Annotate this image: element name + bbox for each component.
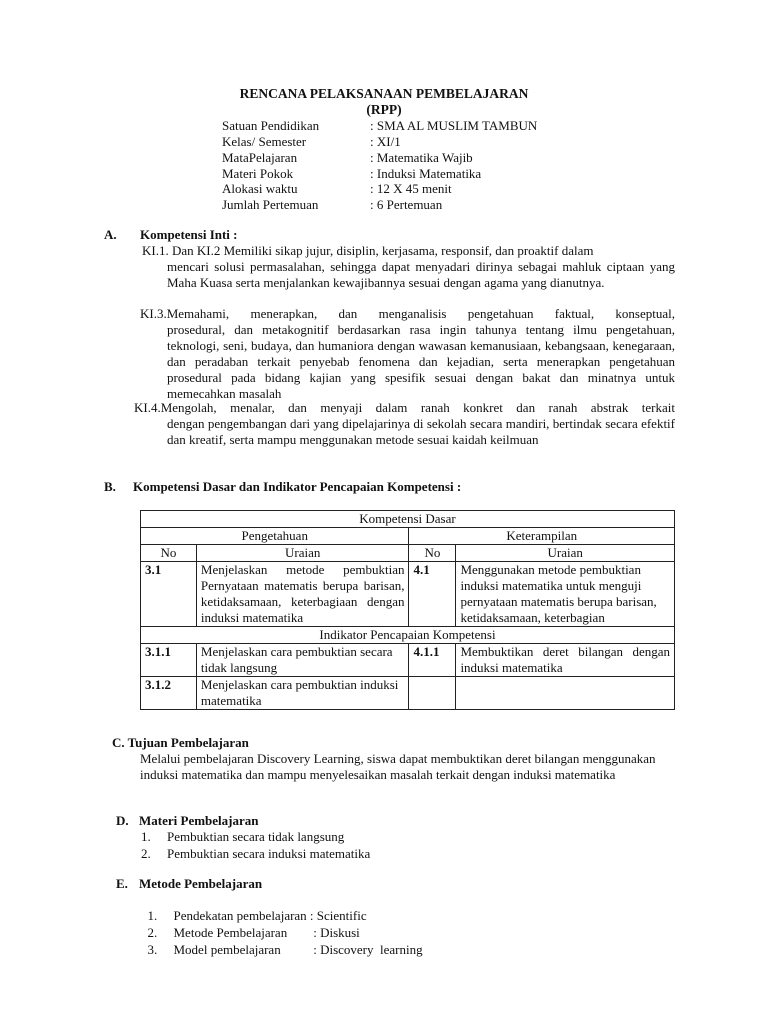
kd-number: 4.1 (409, 562, 456, 627)
identity-label: Kelas/ Semester (222, 134, 307, 149)
ki1-text: mencari solusi permasalahan, sehingga dapat menyadari dirinya sebagai mahluk ciptaan yang Maha Kuasa serta menjalankan kewajibannya sesuai dengan agama yang dianutnya. (167, 259, 675, 290)
list-number: 1. (141, 829, 151, 844)
header-uraian: Uraian (456, 545, 675, 562)
table-row (141, 644, 675, 677)
section-e-title: Metode Pembelajaran (139, 876, 263, 891)
ipk-description: Menjelaskan cara pembuktian induksi matematika (196, 677, 409, 710)
empty-cell (409, 677, 456, 710)
kd-description: Menjelaskan metode pembuktian Pernyataan matematis berupa barisan, ketidaksamaan, keterbagiaan dengan induksi matematika (196, 562, 409, 627)
ipk-description: Membuktikan deret bilangan dengan induksi matematika (456, 644, 675, 677)
kd-description: Menggunakan metode pembuktian induksi matematika untuk menguji pernyataan matematis berupa barisan, ketidaksamaan, keterbagian (456, 562, 675, 627)
section-a-title: Kompetensi Inti : (140, 227, 238, 242)
section-a-letter: A. (104, 227, 117, 242)
identity-label: Alokasi waktu (222, 181, 298, 196)
ipk-number: 3.1.1 (141, 644, 197, 677)
col-pengetahuan: Pengetahuan (141, 528, 409, 545)
identity-label: Jumlah Pertemuan (222, 197, 319, 212)
kompetensi-dasar-table (140, 510, 675, 710)
ki4-line1: KI.4.Mengolah, menalar, dan menyaji dalam ranah konkret dan ranah abstrak terkait (134, 400, 675, 415)
document-title: RENCANA PELAKSANAAN PEMBELAJARAN (239, 86, 529, 101)
header-no: No (409, 545, 456, 562)
identity-value: : 12 X 45 menit (370, 181, 452, 196)
table-title: Kompetensi Dasar (141, 511, 675, 528)
ki4-text: dengan pengembangan dari yang dipelajarinya di sekolah secara mandiri, bertindak secara efektif dan kreatif, serta mampu menggunakan metode sesuai kaidah keilmuan (167, 416, 675, 447)
section-c-text: Melalui pembelajaran Discovery Learning, siswa dapat membuktikan deret bilangan menggunakan induksi matematika dan mampu menyelesaikan masalah terkait dengan induksi matematika (140, 751, 656, 782)
list-text: Pembuktian secara tidak langsung (167, 829, 345, 844)
header-no: No (141, 545, 197, 562)
ipk-title: Indikator Pencapaian Kompetensi (141, 627, 675, 644)
document-subtitle: (RPP) (366, 102, 402, 117)
section-e-letter: E. (116, 876, 128, 891)
ipk-description: Menjelaskan cara pembuktian secara tidak langsung (196, 644, 409, 677)
ki3-line1: KI.3.Memahami, menerapkan, dan menganalisis pengetahuan faktual, konseptual, (140, 306, 675, 321)
list-item (141, 829, 344, 845)
col-keterampilan: Keterampilan (409, 528, 675, 545)
identity-label: MataPelajaran (222, 150, 298, 165)
list-text: Metode Pembelajaran : Diskusi (173, 925, 360, 940)
ipk-number: 3.1.2 (141, 677, 197, 710)
ki1-line1: KI.1. Dan KI.2 Memiliki sikap jujur, disiplin, kerjasama, responsif, dan proaktif dalam (142, 243, 594, 258)
table-row (141, 677, 675, 710)
list-number: 3. (147, 942, 158, 957)
identity-value: : Matematika Wajib (370, 150, 473, 165)
section-c-title: C. Tujuan Pembelajaran (112, 735, 249, 750)
ki3-text: prosedural, dan metakognitif berdasarkan rasa ingin tahunya tentang ilmu pengetahuan, teknologi, seni, budaya, dan humaniora dengan wawasan kemanusiaan, kebangsaan, kenegaraan, dan peradaban terkait penyebab fenomena dan kejadian, serta menerapkan pengetahuan prosedural pada bidang kajian yang spesifik sesuai dengan bakat dan minatnya untuk memecahkan masalah (167, 322, 675, 401)
list-number: 2. (141, 846, 151, 861)
identity-label: Satuan Pendidikan (222, 118, 320, 133)
list-item (141, 926, 423, 958)
section-b-title: Kompetensi Dasar dan Indikator Pencapaian Kompetensi : (133, 479, 462, 494)
list-text: Pendekatan pembelajaran : Scientific (173, 908, 367, 923)
table-row (141, 562, 675, 627)
header-uraian: Uraian (196, 545, 409, 562)
list-item (141, 846, 370, 862)
identity-value: : 6 Pertemuan (370, 197, 443, 212)
empty-cell (456, 677, 675, 710)
ipk-number: 4.1.1 (409, 644, 456, 677)
identity-value: : XI/1 (370, 134, 401, 149)
identity-value: : Induksi Matematika (370, 166, 482, 181)
list-number: 2. (147, 925, 158, 940)
list-text: Pembuktian secara induksi matematika (167, 846, 371, 861)
list-text: Model pembelajaran : Discovery learning (173, 942, 423, 957)
identity-label: Materi Pokok (222, 166, 294, 181)
section-d-title: Materi Pembelajaran (139, 813, 259, 828)
section-b-letter: B. (104, 479, 116, 494)
kd-number: 3.1 (141, 562, 197, 627)
list-number: 1. (147, 908, 158, 923)
section-d-letter: D. (116, 813, 129, 828)
identity-value: : SMA AL MUSLIM TAMBUN (370, 118, 538, 133)
